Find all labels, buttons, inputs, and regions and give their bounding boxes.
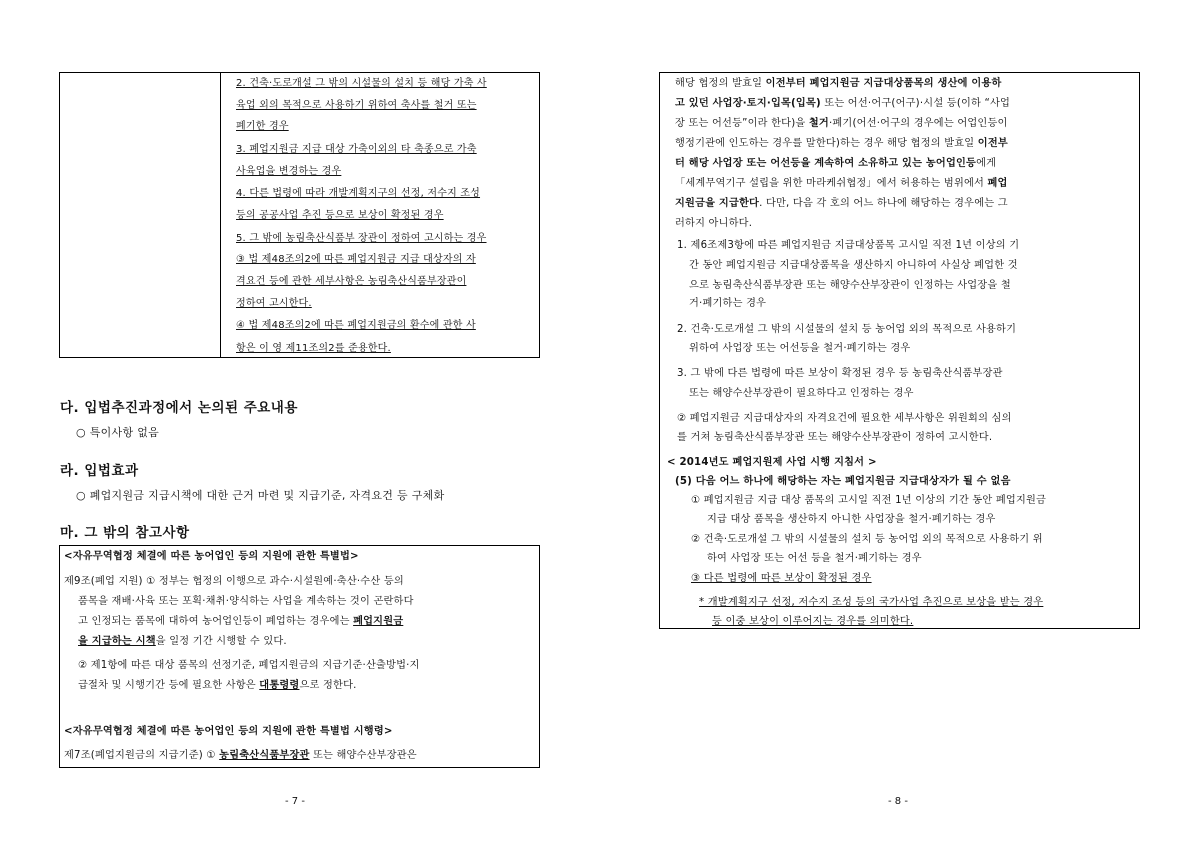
table-line: ④ 법 제48조의2에 따른 폐업지원금의 환수에 관한 사 [236,320,476,331]
article-segment: 이전부터 폐업지원금 지급대상품목의 생산에 이용하 [765,78,1002,89]
item3-line1: 3. 그 밖에 다른 법령에 따른 보상이 확정된 경우 등 농림축산식품부장관 [677,368,1003,379]
guide-item2-line1: ② 건축·도로개설 그 밖의 시설물의 설치 등 농어업 외의 목적으로 사용하기 위 [691,534,1043,545]
table-column-divider [220,73,221,357]
article-segment: 해당 협정의 발효일 [675,78,766,89]
table-line: 격요건 등에 관한 세부사항은 농림축산식품부장관이 [236,276,467,287]
article-segment: 터 해당 사업장 또는 어선등을 계속하여 소유하고 있는 농어업인등 [675,158,977,169]
article-segment: 또는 어선·어구(어구)·시설 등(이하 “사업 [820,98,1011,109]
article-line [675,194,1008,214]
item2-line1: 2. 건축·도로개설 그 밖의 시설물의 설치 등 농어업 외의 목적으로 사용하기 [677,324,1017,335]
table-line: 항은 이 영 제11조의2를 준용한다. [236,343,391,354]
guide-item1-line1: ① 폐업지원금 지급 대상 품목의 고시일 직전 1년 이상의 기간 동안 폐업지원금 [691,495,1047,506]
section-ma-title: 마. 그 밖의 참고사항 [60,525,190,541]
table-line: 2. 건축·도로개설 그 밖의 시설물의 설치 등 해당 가축 사 [236,78,487,89]
art9-line2: 품목을 재배·사육 또는 포획·채취·양식하는 사업을 계속하는 것이 곤란하다 [78,596,414,607]
art9-line5: ② 제1항에 따른 대상 품목의 선정기준, 폐업지원금의 지급기준·산출방법·지 [78,660,420,671]
guide-item2-line2: 하여 사업장 또는 어선 등을 철거·폐기하는 경우 [707,553,922,564]
item3-line2: 또는 해양수산부장관이 필요하다고 인정하는 경우 [689,388,914,399]
section-da-title: 다. 입법추진과정에서 논의된 주요내용 [60,400,298,416]
guide-note-line2: 등 이중 보상이 이루어지는 경우를 의미한다. [712,616,914,627]
section-ra-title: 라. 입법효과 [60,463,139,479]
guide-item3: ③ 다른 법령에 따른 보상이 확정된 경우 [691,573,872,584]
guide-note-line1: * 개발계획지구 선정, 저수지 조성 등의 국가사업 추진으로 보상을 받는 경우 [699,597,1044,608]
article-segment: 고 있던 사업장·토지·입목(입목) [675,98,821,109]
table-line: 5. 그 밖에 농림축산식품부 장관이 정하여 고시하는 경우 [236,233,487,244]
article-line [675,154,996,174]
article-segment: 폐업 [987,178,1008,189]
law2-title: <자유무역협정 체결에 따른 농어업인 등의 지원에 관한 특별법 시행령> [64,726,393,737]
article-segment: ·폐기(어선·어구의 경우에는 어업인등이 [828,118,1008,129]
article-line [675,214,752,234]
item1-line4: 거·폐기하는 경우 [689,298,767,309]
article-segment: 철거 [808,118,829,129]
article-segment: . 다만, 다음 각 호의 어느 하나에 해당하는 경우에는 그 [759,198,1008,209]
item1-line2: 간 동안 폐업지원금 지급대상품목을 생산하지 아니하여 사실상 폐업한 것 [689,260,1018,271]
page-number-right: - 8 - [888,796,908,807]
art7-line1: 제7조(폐업지원금의 지급기준) ① 농림축산식품부장관 또는 해양수산부장관은 [64,750,417,761]
table-line: 4. 다른 법령에 따라 개발계획지구의 선정, 저수지 조성 [236,188,481,199]
article-segment: 러하지 아니하다. [675,218,753,229]
article-segment: 이전부 [977,138,1008,149]
guide-item1-line2: 지급 대상 품목을 생산하지 아니한 사업장을 철거·폐기하는 경우 [707,514,996,525]
art9-line6: 급절차 및 시행기간 등에 필요한 사항은 대통령령으로 정한다. [78,680,357,691]
article-segment: 장 또는 어선등”이라 한다)을 [675,118,809,129]
article-segment: 에게 [976,158,997,169]
article-segment: 행정기관에 인도하는 경우를 말한다)하는 경우 해당 협정의 발효일 [675,138,978,149]
para2-line1: ② 폐업지원금 지급대상자의 자격요건에 필요한 세부사항은 위원회의 심의 [677,413,1012,424]
section-da-item: ○ 특이사항 없음 [76,426,160,439]
table-line: ③ 법 제48조의2에 따른 폐업지원금 지급 대상자의 자 [236,254,476,265]
art9-line3: 고 인정되는 품목에 대하여 농어업인등이 폐업하는 경우에는 폐업지원금 [78,616,404,627]
table-line: 사육업을 변경하는 경우 [236,166,342,177]
guide-subtitle: (5) 다음 어느 하나에 해당하는 자는 폐업지원금 지급대상자가 될 수 없음 [675,476,1011,487]
law1-title: <자유무역협정 체결에 따른 농어업인 등의 지원에 관한 특별법> [64,551,359,562]
article-segment: 「세계무역기구 설립을 위한 마라케쉬협정」에서 허용하는 범위에서 [675,178,988,189]
table-line: 3. 폐업지원금 지급 대상 가축이외의 타 축종으로 가축 [236,144,477,155]
article-line [675,114,1008,134]
art9-line4: 을 지급하는 시책을 일정 기간 시행할 수 있다. [78,636,287,647]
page-number-left: - 7 - [285,796,305,807]
article-line [675,174,1008,194]
article-line [675,94,1010,114]
table-line: 등의 공공사업 추진 등으로 보상이 확정된 경우 [236,210,444,221]
table-line: 폐기한 경우 [236,121,289,132]
article-segment: 지원금을 지급한다 [675,198,760,209]
item1-line3: 으로 농림축산식품부장관 또는 해양수산부장관이 인정하는 사업장을 철 [689,280,1011,291]
item2-line2: 위하여 사업장 또는 어선등을 철거·폐기하는 경우 [689,343,911,354]
item1-line1: 1. 제6조제3항에 따른 폐업지원금 지급대상품목 고시일 직전 1년 이상의 기 [677,240,1020,251]
art9-line1: 제9조(폐업 지원) ① 정부는 협정의 이행으로 과수·시설원예·축산·수산 등의 [64,576,404,587]
table-line: 육업 외의 목적으로 사용하기 위하여 축사를 철거 또는 [236,100,477,111]
para2-line2: 를 거쳐 농림축산식품부장관 또는 해양수산부장관이 정하여 고시한다. [677,432,993,443]
table-line: 정하여 고시한다. [236,298,312,309]
article-line [675,74,1002,94]
article-line [675,134,1008,154]
section-ra-item: ○ 폐업지원금 지급시책에 대한 근거 마련 및 지급기준, 자격요건 등 구체화 [76,489,445,502]
guide-title: < 2014년도 폐업지원제 사업 시행 지침서 > [667,457,877,468]
